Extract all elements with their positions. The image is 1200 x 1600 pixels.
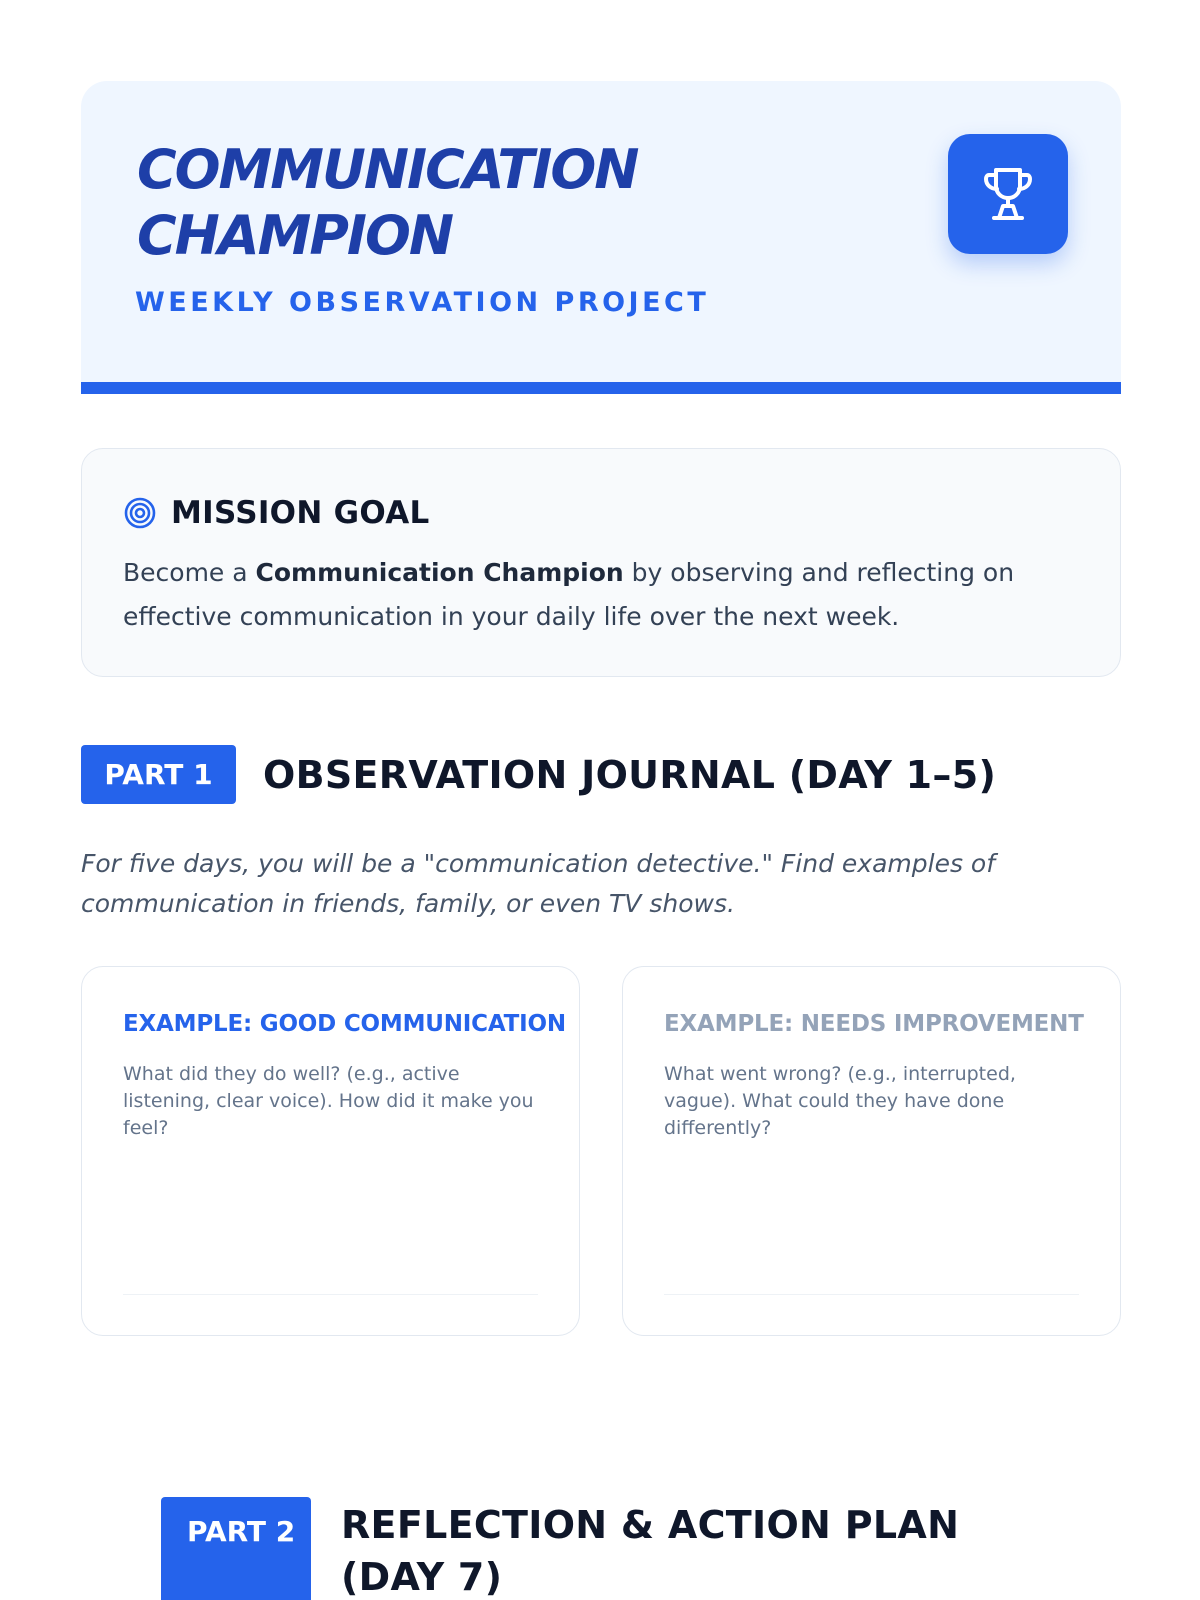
mission-text [123,551,1063,639]
bad-card-prompt: What went wrong? (e.g., interrupted, vague). What could they have done differently? [664,1063,1016,1139]
part2-header [161,1497,981,1600]
part1-badge: PART 1 [81,745,236,804]
page-subtitle: WEEKLY OBSERVATION PROJECT [135,287,710,318]
needs-improvement-card [622,966,1121,1336]
page-title: COMMUNICATION CHAMPION [137,138,638,267]
part1-intro: For five days, you will be a "communication detective." Find examples of communication in friends, family, or even TV shows. [81,849,996,918]
mission-card [81,448,1121,677]
part1-title: OBSERVATION JOURNAL (DAY 1–5) [263,752,997,797]
good-card-answer-line[interactable] [123,1294,538,1295]
trophy-icon [976,162,1040,226]
mission-text-highlight: Communication Champion [255,558,624,587]
bad-card-answer-line[interactable] [664,1294,1079,1295]
mission-title: MISSION GOAL [171,495,430,531]
good-communication-card [81,966,580,1336]
mission-text-end: by observing and reflecting on effective communication in your daily life over the next week. [123,558,1015,631]
mission-text-start: Become a [123,558,256,587]
trophy-badge [948,134,1068,254]
part1-header [81,745,996,804]
bad-card-title: EXAMPLE: NEEDS IMPROVEMENT [664,1011,1084,1037]
part2-badge: PART 2 [161,1497,311,1600]
part2-title: REFLECTION & ACTION PLAN (DAY 7) [341,1503,960,1599]
good-card-title: EXAMPLE: GOOD COMMUNICATION [123,1011,566,1037]
good-card-prompt: What did they do well? (e.g., active listening, clear voice). How did it make you feel? [123,1063,534,1139]
mission-header [123,495,430,531]
target-icon [123,496,157,530]
header-banner [81,81,1121,394]
